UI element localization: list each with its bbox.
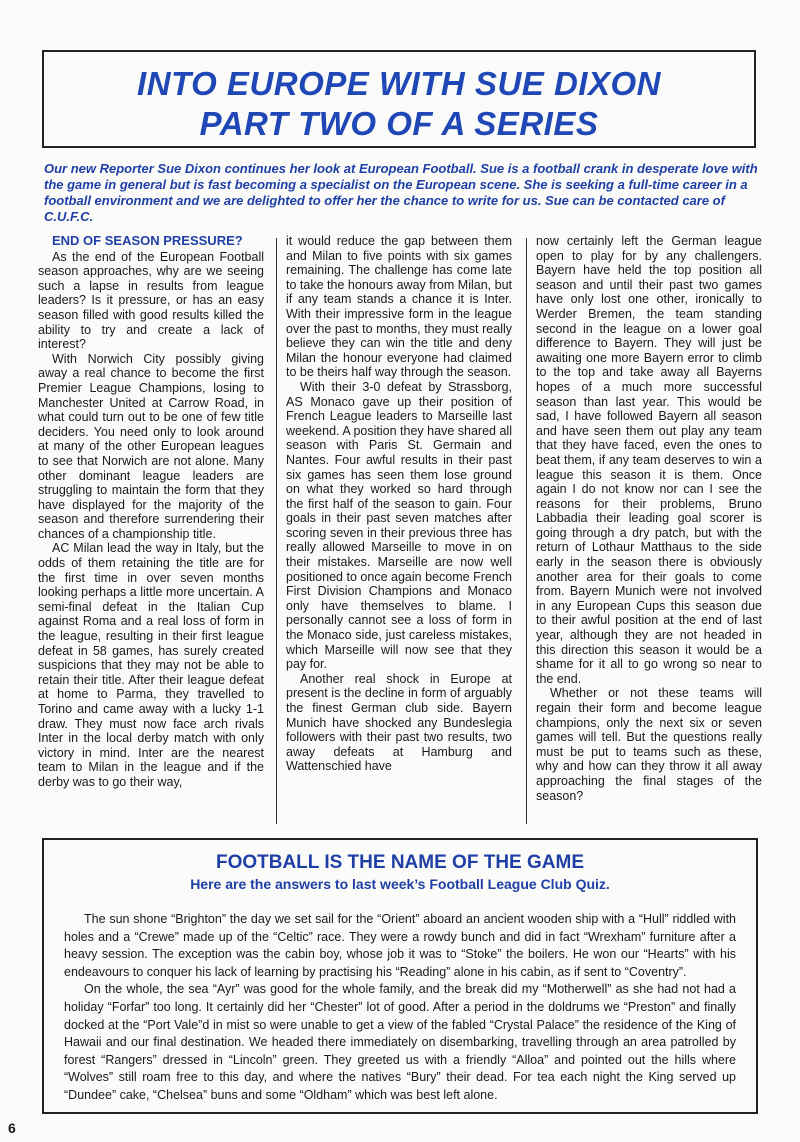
column-divider-2 <box>526 238 527 824</box>
article-column-3 <box>536 234 762 803</box>
article-column-1 <box>38 234 264 790</box>
article-paragraph: it would reduce the gap between them and Milan to five points with six games remaining. The challenge has come late to take the honours away from Milan, but if any team stands a chance it is Inter. With their impressive form in the league over the past to months, they must really believe they can win the title and deny Milan the honour everyone had claimed to be theirs half way through the season. <box>286 234 512 380</box>
article-paragraph: now certainly left the German league open to play for by any challengers. Bayern have held the top position all season and until their past two games have only lost one other, ironically to Werder Bremen, the team standing second in the league on a lower goal difference to Bayern. They will just be awaiting one more Bayern error to climb to the top and take away all Bayerns hopes of a much more successful season than last year. This would be sad, I have followed Bayern all season and have seen them out play any team that they have faced, even the ones to beat them, if any team deserves to win a league this season it is them. Once again I do not know nor can I see the reasons for their problems, Bruno Labbadia their leading goal scorer is going through a dry patch, but with the return of Lothaur Matthaus to the side early in the season there is obviously another area for their goals to come from. Bayern Munich were not involved in any European Cups this season due to their awful position at the end of last year, although they are not headed in this direction this season it would be a shame for it all to go wrong so near to the end. <box>536 234 762 686</box>
title-box <box>42 50 756 148</box>
quiz-box <box>42 838 758 1114</box>
article-paragraph: With Norwich City possibly giving away a real chance to become the first Premier League Champions, losing to Manchester United at Carrow Road, in what could turn out to be one of few title deciders. You need only to look around at many of the other European leagues to see that Norwich are not alone. Many other dominant league leaders are struggling to maintain the form that they have displayed for the majority of the season and therefore surrendering their chances of a championship title. <box>38 351 264 541</box>
article-paragraph: Whether or not these teams will regain their form and become league champions, only the next six or seven games will tell. But the questions really must be put to teams such as these, why and how can they throw it all away approaching the final stages of the season? <box>536 686 762 803</box>
headline-line-2: PART TWO OF A SERIES <box>199 105 599 142</box>
quiz-paragraph: The sun shone “Brighton” the day we set sail for the “Orient” aboard an ancient wooden ship with a “Hull” riddled with holes and a “Crewe” made up of the “Celtic” race. They were a rowdy bunch and did in fact “Wrexham” furniture after a heavy session. The exception was the cabin boy, whose job it was to “Stoke” the boilers. He won our “Hearts” with his endeavours to conquer his lack of learning by practising his “Reading” alone in his cabin, as if sent to “Coventry”. <box>64 912 736 979</box>
quiz-body <box>64 911 736 1105</box>
article-subheading: END OF SEASON PRESSURE? <box>52 233 243 248</box>
headline-line-1: INTO EUROPE WITH SUE DIXON <box>137 65 661 102</box>
article-paragraph: AC Milan lead the way in Italy, but the odds of them retaining the title are for the first time in over seven months looking perhaps a little more uncertain. A semi-final defeat in the Italian Cup against Roma and a real loss of form in the league, resulting in their first league defeat in 58 games, has surely created suspicions that they may not be able to retain their title. After their league defeat at home to Parma, they travelled to Torino and came away with a lucky 1-1 draw. They must now face arch rivals Inter in the local derby match with only victory in mind. Inter are the nearest team to Milan in the league and if the derby was to go their way, <box>38 541 264 789</box>
intro-paragraph: Our new Reporter Sue Dixon continues her look at European Football. Sue is a football crank in desperate love with the game in general but is fast becoming a specialist on the European scene. She is seeking a full-time career in a football environment and we are delighted to offer her the chance to write for us. Sue can be contacted care of C.U.F.C. <box>44 161 758 224</box>
article-paragraph: Another real shock in Europe at present is the decline in form of arguably the finest German club side. Bayern Munich have shocked any Bundeslegia followers with their past two results, two away defeats at Hamburg and Wattenschied have <box>286 671 512 774</box>
article-column-2 <box>286 234 512 774</box>
column-divider-1 <box>276 238 277 824</box>
quiz-subtitle: Here are the answers to last week’s Football League Club Quiz. <box>190 876 610 892</box>
quiz-paragraph: On the whole, the sea “Ayr” was good for the whole family, and the break did my “Motherwell” as she had not had a holiday “Forfar” too long. It certainly did her “Chester” lot of good. After a period in the doldrums we “Preston” and finally docked at the “Port Vale”d in mist so were unable to get a view of the fabled “Crystal Palace” the residence of the King of Hawaii and our final destination. We headed there immediately on disembarking, travelling through an area patrolled by forest “Rangers” dressed in “Lincoln” green. They greeted us with a friendly “Alloa” and pointed out the hills where “Wolves” still roam free to this day, and where the natives “Bury” their dead. For tea each night the King served up “Dundee” cake, “Chelsea” buns and some “Oldham” which was best left alone. <box>64 982 736 1102</box>
quiz-title: FOOTBALL IS THE NAME OF THE GAME <box>215 852 585 873</box>
article-paragraph: As the end of the European Football season approaches, why are we seeing such a lapse in results from league leaders? Is it pressure, or has an easy season filled with good results killed the ability to try and create a lack of interest? <box>38 249 264 352</box>
page-number: 6 <box>8 1120 16 1136</box>
article-paragraph: With their 3-0 defeat by Strassborg, AS Monaco gave up their position of French League leaders to Marseille last weekend. A position they have shared all season with Paris St. Germain and Nantes. Four awful results in their past six games has seen them lose ground on what they worked so hard through the first half of the season to gain. Four goals in their past seven matches after scoring seven in their previous three has really allowed Marseille to move in on their mistakes. Marseille are now well positioned to once again become French First Division Champions and Monaco only have themselves to blame. I personally cannot see a loss of form in the Monaco side, just careless mistakes, which Marseille will now see that they pay for. <box>286 379 512 672</box>
